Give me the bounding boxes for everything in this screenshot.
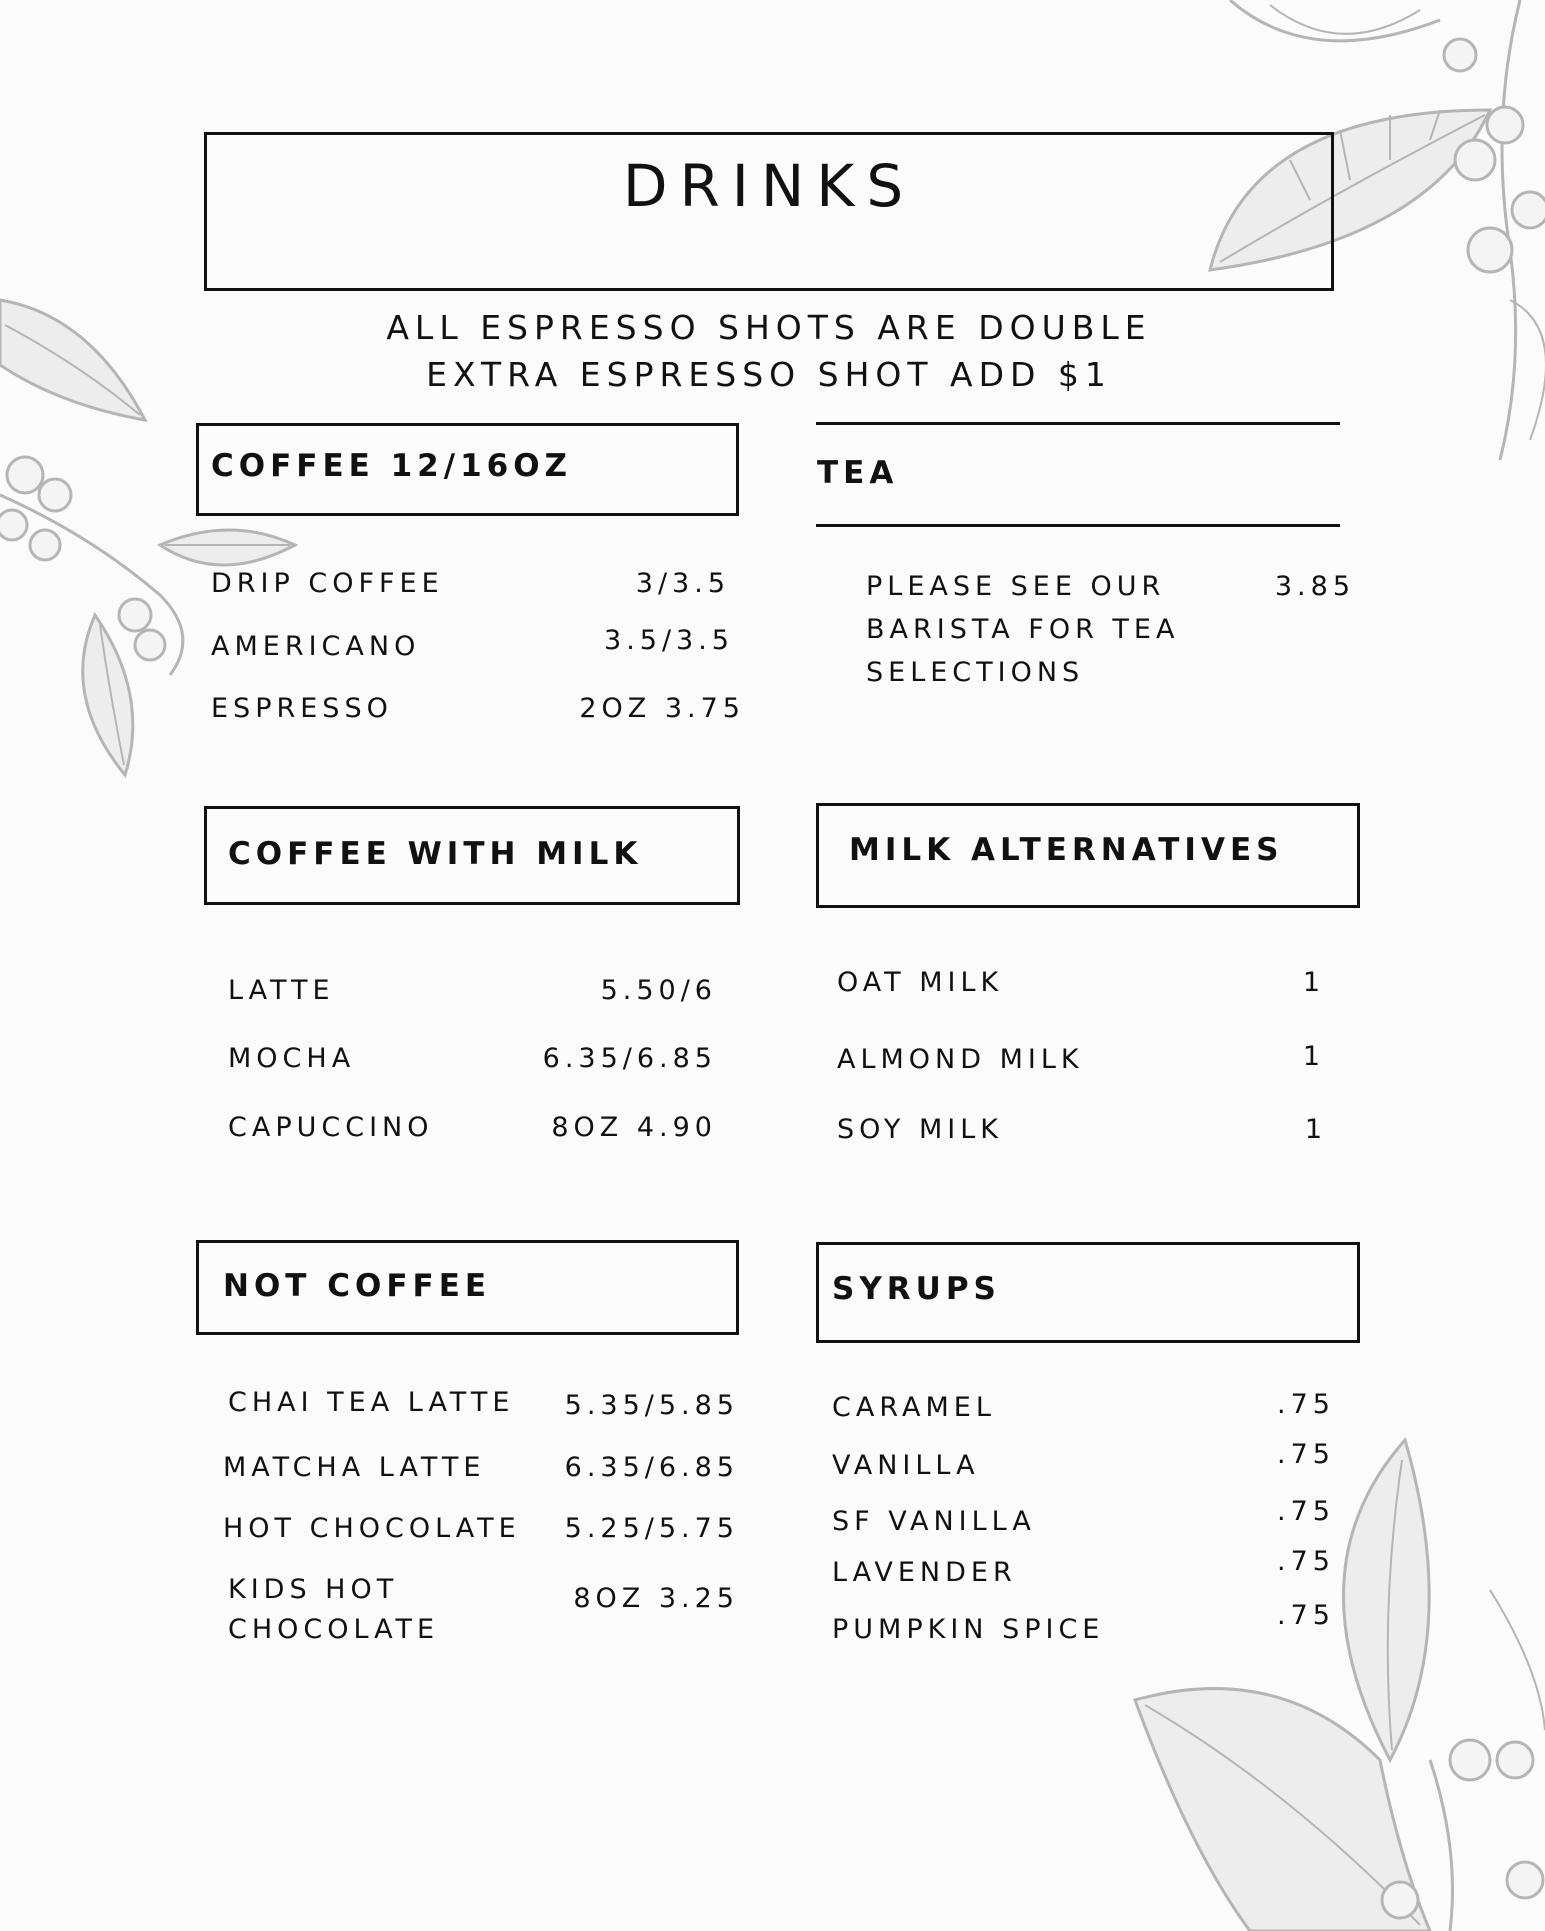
menu-item-price: 2OZ 3.75 — [579, 693, 745, 724]
menu-item-price: 8OZ 4.90 — [551, 1112, 717, 1143]
menu-item-price: .75 — [1277, 1600, 1335, 1631]
menu-item-name: LAVENDER — [832, 1557, 1017, 1588]
menu-item-name: OAT MILK — [837, 967, 1004, 998]
menu-item-price: 6.35/6.85 — [564, 1452, 739, 1483]
espresso-note-line-1: ALL ESPRESSO SHOTS ARE DOUBLE — [386, 308, 1152, 347]
menu-item-name: MOCHA — [228, 1043, 356, 1074]
coffee-section-title: COFFEE 12/16OZ — [211, 448, 573, 484]
menu-item-name: MATCHA LATTE — [223, 1452, 486, 1483]
menu-item-name: PUMPKIN SPICE — [832, 1614, 1105, 1645]
menu-item-name: ALMOND MILK — [837, 1044, 1084, 1075]
coffee-branch-icon — [1130, 1430, 1545, 1931]
menu-item-price: 5.25/5.75 — [564, 1513, 739, 1544]
tea-top-rule — [816, 422, 1340, 425]
espresso-note-line-2: EXTRA ESPRESSO SHOT ADD $1 — [426, 355, 1112, 394]
menu-item-price: 6.35/6.85 — [542, 1043, 717, 1074]
menu-item-price: 5.50/6 — [600, 975, 717, 1006]
tea-description-line: PLEASE SEE OUR — [866, 571, 1166, 602]
menu-item-price: 5.35/5.85 — [564, 1390, 739, 1421]
menu-item-name: ESPRESSO — [211, 693, 393, 724]
not-coffee-section-title: NOT COFFEE — [223, 1268, 492, 1304]
menu-item-name: VANILLA — [832, 1450, 980, 1481]
menu-item-price: 1 — [1302, 967, 1325, 998]
menu-item-price: .75 — [1277, 1389, 1335, 1420]
menu-item-name: SOY MILK — [837, 1114, 1003, 1145]
coffee-with-milk-section-title: COFFEE WITH MILK — [228, 836, 643, 872]
page-title: DRINKS — [622, 152, 916, 220]
menu-item-name: HOT CHOCOLATE — [223, 1513, 521, 1544]
menu-item-name: CAPUCCINO — [228, 1112, 434, 1143]
milk-alternatives-section-title: MILK ALTERNATIVES — [849, 832, 1284, 868]
tea-section-title: TEA — [817, 455, 899, 491]
menu-item-name: LATTE — [228, 975, 335, 1006]
tea-price: 3.85 — [1274, 571, 1355, 602]
menu-item-name-line: CHOCOLATE — [228, 1614, 440, 1645]
menu-item-name: CHAI TEA LATTE — [228, 1387, 515, 1418]
tea-description-line: SELECTIONS — [866, 657, 1085, 688]
menu-item-name: AMERICANO — [211, 631, 421, 662]
tea-bottom-rule — [816, 524, 1340, 527]
syrups-section-title: SYRUPS — [832, 1271, 1001, 1307]
menu-item-price: 1 — [1304, 1114, 1327, 1145]
menu-item-price: 3/3.5 — [635, 568, 730, 599]
menu-item-name: CARAMEL — [832, 1392, 996, 1423]
tea-description-line: BARISTA FOR TEA — [866, 614, 1180, 645]
menu-item-name: DRIP COFFEE — [211, 568, 444, 599]
menu-item-price: 1 — [1302, 1041, 1325, 1072]
menu-item-price: 3.5/3.5 — [604, 625, 734, 656]
menu-item-price: .75 — [1277, 1496, 1335, 1527]
menu-item-price: 8OZ 3.25 — [573, 1583, 739, 1614]
menu-item-price: .75 — [1277, 1439, 1335, 1470]
menu-item-name: SF VANILLA — [832, 1506, 1036, 1537]
menu-item-price: .75 — [1277, 1546, 1335, 1577]
menu-item-name-line: KIDS HOT — [228, 1574, 399, 1605]
